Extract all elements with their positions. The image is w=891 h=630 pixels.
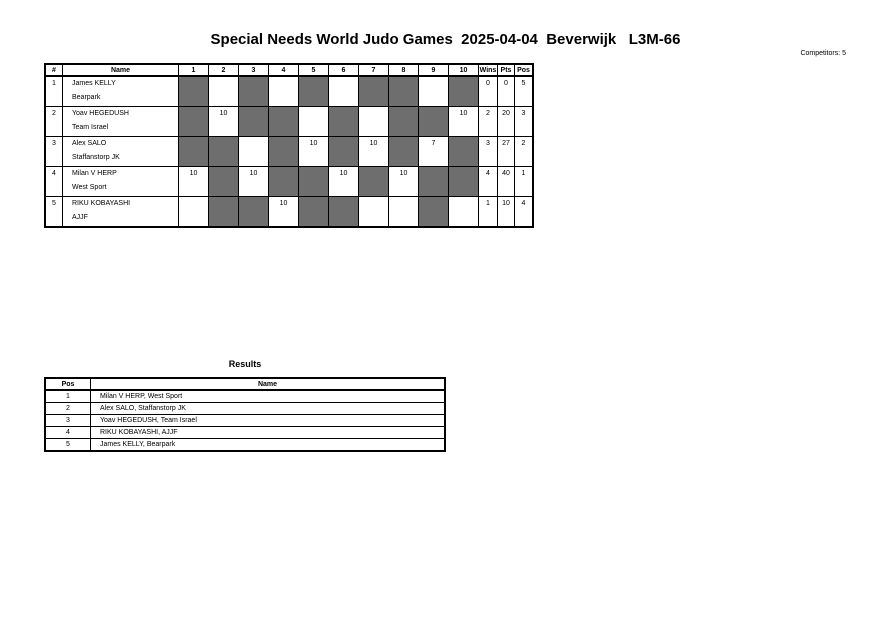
fight-cell: 10 — [389, 167, 419, 197]
fight-cell — [419, 197, 449, 228]
fight-cell: 10 — [359, 137, 389, 167]
competitor-pts: 10 — [498, 197, 515, 228]
fight-cell — [449, 76, 479, 107]
col-header: 9 — [419, 64, 449, 76]
fight-cell: 10 — [269, 197, 299, 228]
competitor-row — [45, 107, 533, 123]
fight-cell — [179, 76, 209, 107]
competitor-row — [45, 167, 533, 183]
page-title: Special Needs World Judo Games 2025-04-04 Beverwijk L3M-66 — [210, 31, 681, 48]
fight-cell — [299, 167, 329, 197]
col-header: 8 — [389, 64, 419, 76]
competitor-pts: 20 — [498, 107, 515, 137]
fight-cell — [299, 76, 329, 107]
result-name: Alex SALO, Staffanstorp JK — [91, 403, 446, 415]
competitor-wins: 4 — [479, 167, 498, 197]
fight-cell — [329, 76, 359, 107]
pool-body — [45, 76, 533, 227]
competitor-name: James KELLY — [63, 76, 179, 92]
col-header-name: Name — [91, 378, 446, 390]
pool-table — [44, 63, 534, 228]
fight-cell — [239, 107, 269, 137]
results-table — [44, 377, 446, 452]
col-header: 2 — [209, 64, 239, 76]
fight-cell: 10 — [329, 167, 359, 197]
competitor-name: Alex SALO — [63, 137, 179, 153]
fight-cell: 7 — [419, 137, 449, 167]
result-name: James KELLY, Bearpark — [91, 439, 446, 452]
col-header: 4 — [269, 64, 299, 76]
fight-cell — [359, 167, 389, 197]
fight-cell — [359, 197, 389, 228]
competitor-wins: 0 — [479, 76, 498, 107]
competitor-name: Yoav HEGEDUSH — [63, 107, 179, 123]
fight-cell — [329, 107, 359, 137]
fight-cell — [329, 137, 359, 167]
results-body — [45, 390, 445, 451]
competitor-pts: 40 — [498, 167, 515, 197]
fight-cell — [209, 197, 239, 228]
fight-cell: 10 — [449, 107, 479, 137]
result-row — [45, 415, 445, 427]
fight-cell — [329, 197, 359, 228]
fight-cell: 10 — [209, 107, 239, 137]
competitor-pos: 4 — [515, 197, 534, 228]
fight-cell — [389, 137, 419, 167]
competitors-count: Competitors: 5 — [800, 50, 846, 57]
competitor-club: Bearpark — [63, 92, 179, 107]
col-header-pos: Pos — [45, 378, 91, 390]
fight-cell — [389, 107, 419, 137]
competitor-club: Team Israel — [63, 122, 179, 137]
fight-cell — [209, 167, 239, 197]
competitor-index: 4 — [45, 167, 63, 197]
fight-cell — [449, 167, 479, 197]
fight-cell — [239, 76, 269, 107]
fight-cell — [269, 137, 299, 167]
col-header: 7 — [359, 64, 389, 76]
col-header: # — [45, 64, 63, 76]
fight-cell — [389, 197, 419, 228]
competitor-wins: 3 — [479, 137, 498, 167]
result-name: RIKU KOBAYASHI, AJJF — [91, 427, 446, 439]
competitor-pts: 27 — [498, 137, 515, 167]
fight-cell — [179, 137, 209, 167]
result-pos: 3 — [45, 415, 91, 427]
competitor-pos: 2 — [515, 137, 534, 167]
fight-cell — [269, 167, 299, 197]
col-header: 5 — [299, 64, 329, 76]
fight-cell — [449, 137, 479, 167]
competitor-pos: 3 — [515, 107, 534, 137]
competitor-name: Milan V HERP — [63, 167, 179, 183]
fight-cell — [179, 197, 209, 228]
pool-header-row — [45, 64, 533, 76]
col-header: Name — [63, 64, 179, 76]
result-row — [45, 403, 445, 415]
fight-cell — [419, 107, 449, 137]
fight-cell — [419, 167, 449, 197]
competitor-index: 2 — [45, 107, 63, 137]
col-header: 3 — [239, 64, 269, 76]
fight-cell — [209, 76, 239, 107]
competitor-pos: 1 — [515, 167, 534, 197]
fight-cell — [269, 107, 299, 137]
results-title: Results — [228, 359, 262, 369]
result-pos: 5 — [45, 439, 91, 452]
fight-cell: 10 — [299, 137, 329, 167]
fight-cell — [179, 107, 209, 137]
fight-cell — [359, 76, 389, 107]
competitor-club: West Sport — [63, 182, 179, 197]
result-name: Milan V HERP, West Sport — [91, 390, 446, 403]
competitor-club: Staffanstorp JK — [63, 152, 179, 167]
fight-cell — [359, 107, 389, 137]
competitor-wins: 1 — [479, 197, 498, 228]
fight-cell — [389, 76, 419, 107]
competitor-pos: 5 — [515, 76, 534, 107]
fight-cell — [419, 76, 449, 107]
fight-cell — [449, 197, 479, 228]
fight-cell: 10 — [179, 167, 209, 197]
fight-cell — [299, 107, 329, 137]
fight-cell — [209, 137, 239, 167]
competitor-row — [45, 76, 533, 92]
competitor-index: 3 — [45, 137, 63, 167]
competitor-row — [45, 197, 533, 213]
competitor-index: 5 — [45, 197, 63, 228]
fight-cell: 10 — [239, 167, 269, 197]
result-pos: 1 — [45, 390, 91, 403]
result-pos: 4 — [45, 427, 91, 439]
col-header: Pts — [498, 64, 515, 76]
competitor-pts: 0 — [498, 76, 515, 107]
result-name: Yoav HEGEDUSH, Team Israel — [91, 415, 446, 427]
competitor-wins: 2 — [479, 107, 498, 137]
result-row — [45, 427, 445, 439]
result-row — [45, 390, 445, 403]
col-header: 6 — [329, 64, 359, 76]
competitor-row — [45, 137, 533, 153]
col-header: Pos — [515, 64, 534, 76]
competitor-index: 1 — [45, 76, 63, 107]
col-header: 1 — [179, 64, 209, 76]
fight-cell — [239, 137, 269, 167]
results-header-row — [45, 378, 445, 390]
result-row — [45, 439, 445, 452]
fight-cell — [269, 76, 299, 107]
competitor-name: RIKU KOBAYASHI — [63, 197, 179, 213]
fight-cell — [239, 197, 269, 228]
col-header: 10 — [449, 64, 479, 76]
fight-cell — [299, 197, 329, 228]
result-pos: 2 — [45, 403, 91, 415]
col-header: Wins — [479, 64, 498, 76]
competitor-club: AJJF — [63, 212, 179, 227]
